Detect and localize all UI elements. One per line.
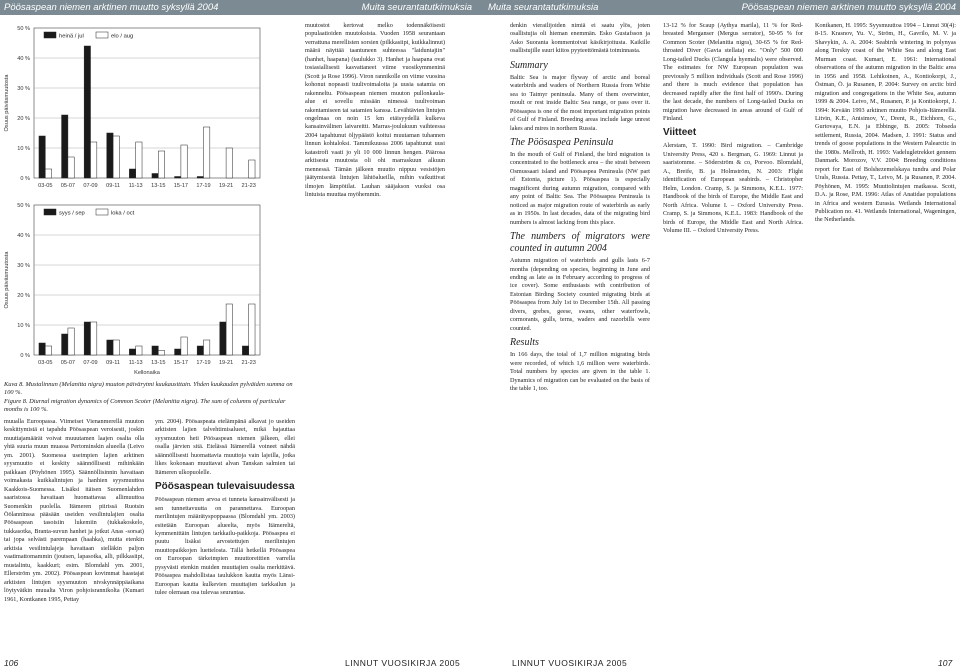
mid-column-text-1: muutostot kertovat melko todennäköisesti populaatioiden muutoksista. Vuoden 1958 seurantaan verrattuna merellisten sorsien (pilkkasiipi, kuikkalinnut) määrä näyttää taantuneen suhteessa "laiduntajiin" (hanhet, haapana) (taulukko 3). Hanhet ja haapana ovat tosiasiallisesti kasvattaneet viime vuosikymmeninä (Scott ja Rose 1996). Viron rannikolle on viime vuosina kohonut nopeasti tuulivoimaloita ja uusia satamia on rakenneltu. Pöösaspean niemen muuton pullonkaula-alue ei sovellu missään nimessä tuulivoiman rakentamiseen tai satamien kanssa. Levähtävien lintujen ongelmaa on noin 15 km etäisyydellä kulkeva kansainvälinen laivareitti. Marras-joulukuun vaihteessa 2004 tapahtunut öljypäästö koitui muutaman tuhannen linnun kohtaloksi. Tammikuussa 2006 tapahtunut uusi katastrofi vaati jo yli 10 000 linnun hengen. Päärosa arktisesta muutosta oli ohi marraskuun alkuun mennessä. Tämän jälkeen muutto nippuu vesistöjen jäätymisestä lintujen lähtöalueilla, mihin vaikuttivat ilmojen lämpötilat. Lauhan sääjakson vuoksi osa lintuista muuttaa myöhemmin.	[305, 22, 445, 199]
x-tick-label: 05-07	[60, 183, 76, 189]
bar	[158, 151, 164, 178]
bar	[129, 169, 135, 178]
legend-swatch	[44, 32, 56, 38]
peninsula-heading: The Pöösaspea Peninsula	[510, 136, 614, 148]
left-column-text-1: muualla Euroopassa. Viimeiset Vienanmerellä muuton keskittymistä ei tapahdu Pöösaspean veroisesti, joskin muuttajamäärät voivat muuutamen laajen osalta olla yhtä suuria muun muassa Pertominskin alueella (Leivo ym. 2001). Suomessa useimpien lajien arktinen syysmuutto ei keskity säännöllisesti mihinkään paikkaan (Pöyhönen 1995). Säännöllisinnin havaitaan voimakasta kuikkalintujen ja hanhien syysmuuttoa Kaakkois-Suomessa. Lisäksi itäisen Suomenlahden saaristossa havaitaan huomattavaa allimuuttoa Suomenkin puolella. Itämeren piirissä Ruotsin Öölanninssa pääsään useiden vesilintulajien osalta Pöösaspean tasoisiin lukemiin (tukkakoskelo, tukkasotka, Branta-suvun hanhet ja jotkut Anas -sorsat) tai jopa selvästi parempaan (haahka), mutta etenkin arktisia vesilintulajeja havaitaan sielläkin paljon vaatimattomammin (joutsen, lapasotka, alli, pilkkasiipi, mustalintu, kaakkuri; esim. Blomdahl ym. 2001, Ellerström ym. 2002). Pöösaspean kovimmat haastajat arktisten lintujen syysmuuton nivskynnäppäaikana löytyvätkin muualta Viron pohjoisrannikolta (Kumari 1961, Kontkanen 1995, Pettay	[4, 418, 144, 603]
references-heading: Viitteet	[663, 127, 697, 139]
bar	[113, 136, 119, 178]
page-number-right: 107	[938, 658, 953, 668]
legend-label: loka / oct	[111, 210, 135, 217]
x-tick-label: 15-17	[173, 360, 189, 366]
bar	[181, 337, 187, 355]
y-tick-label: 10 %	[17, 146, 30, 152]
bar	[249, 304, 255, 355]
legend-swatch	[96, 209, 108, 215]
x-tick-label: 09-11	[106, 183, 121, 189]
bar	[84, 322, 90, 355]
migration-charts	[0, 22, 300, 377]
figure-caption-fi: Kuva 8. Mustalinnun (Melanitta nigra) muuton päivärytmi kuukausittain. Yhden kuukauden pylväiden summa on 100 %.	[4, 381, 293, 396]
x-tick-label: 17-19	[196, 183, 211, 189]
footer-journal-left: LINNUT VUOSIKIRJA 2005	[345, 658, 461, 668]
x-tick-label: 03-05	[38, 183, 53, 189]
bar	[113, 340, 119, 355]
y-tick-label: 0 %	[20, 353, 30, 359]
x-axis-label: Kellonaika	[134, 370, 160, 376]
y-tick-label: 10 %	[17, 323, 30, 329]
numbers-heading: The numbers of migrators were counted in autumn 2004	[510, 231, 650, 255]
legend-label: syys / sep	[59, 210, 85, 217]
figure-caption-en: Figure 8. Diurnal migration dynamics of Common Scoter (Melanitta nigra). The sum of columns of particular months is 100 %.	[4, 398, 286, 413]
bar	[136, 346, 142, 355]
y-axis-label: Osuus päiväsmuutosta	[4, 74, 10, 132]
bar	[107, 340, 113, 355]
bar	[175, 177, 181, 179]
x-tick-label: 11-13	[128, 183, 143, 189]
x-tick-label: 13-15	[151, 183, 166, 189]
x-tick-label: 03-05	[38, 360, 53, 366]
legend-swatch	[96, 32, 108, 38]
bar	[197, 346, 203, 355]
bar	[158, 351, 164, 356]
summary-heading: Summary	[510, 59, 548, 71]
x-tick-label: 11-13	[128, 360, 143, 366]
x-tick-label: 13-15	[151, 360, 166, 366]
running-header-left: Pöösaspean niemen arktinen muutto syksyllä 2004	[0, 0, 300, 15]
page-number-left: 106	[4, 658, 19, 668]
bar	[242, 346, 248, 355]
results-heading: Results	[510, 337, 539, 349]
bar	[62, 115, 68, 178]
legend-label: heinä / jul	[59, 33, 84, 40]
bar	[68, 157, 74, 178]
x-tick-label: 15-17	[173, 183, 189, 189]
bar	[62, 334, 68, 355]
bar	[91, 142, 97, 178]
y-tick-label: 30 %	[17, 263, 30, 269]
bar	[197, 177, 203, 179]
x-tick-label: 09-11	[106, 360, 121, 366]
x-tick-label: 07-09	[83, 360, 98, 366]
bar	[152, 174, 158, 179]
x-tick-label: 19-21	[218, 360, 234, 366]
y-axis-label: Osuus päiväsmuutosta	[4, 251, 10, 309]
bar	[39, 136, 45, 178]
running-header-right: Pöösaspean niemen arktinen muutto syksyllä 2004	[660, 0, 960, 15]
x-tick-label: 17-19	[196, 360, 211, 366]
y-tick-label: 30 %	[17, 86, 30, 92]
left-column-text-2: ym. 2004). Pöösaspeata etelämpänä alkavat jo useiden arktisten lajien talvehtimisalueet, mikä hajauttaa syysmuuton heti Pöösaspean niemen jälkeen, ellei osalla järvien sitä. Etelässä Itämerellä voineet nähdä säännöllisesti huomattavia muuttoja vain lajeilla, jotka likes kokonaan muuttavat alvan Tanskan salmien tai Itämeren ulkopuolelle. Pöösaspean tulevaisuudessa Pöösaspean niemen arvoa ei tunneta kansainvälisesti ja sen tunnettavuutta on parannettava. Euroopan merilintujen määrätyspoppaassa (Blomdahl ym. 2003) esitetään Euroopan alueelta, myös Itämereltä, kymmenittäin lintujen tarkkailu-paikkoja. Pöösaspea ei puutu lisäksi arvostettujen merilintujen muuttopaikkojen luettelosta. Tällä hetkellä Pöösaspea on Euroopan tärkeimpien muuttoreittien varrella pysyvästi etenkin muiden muuttajien osalta merkittävä. Pöösaspea mahdollistaa taulukkon kautta myös Länsi-Euroopan kautta kulkevien muuttajien tarkkailun ja tulee olemaan osa tulevaa seurantaa.	[155, 418, 295, 597]
bar	[45, 169, 51, 178]
bar	[204, 340, 210, 355]
bar	[220, 322, 226, 355]
y-tick-label: 50 %	[17, 203, 30, 209]
bar	[68, 328, 74, 355]
bar	[107, 133, 113, 178]
bar	[129, 349, 135, 355]
running-header-center-left: Muita seurantatutkimuksia	[300, 0, 480, 15]
running-header-center-right: Muita seurantatutkimuksia	[480, 0, 660, 15]
y-tick-label: 40 %	[17, 233, 30, 239]
x-tick-label: 19-21	[218, 183, 234, 189]
right-column-text-1: 13-12 % for Scaup (Aythya marila), 11 % for Red-breasted Merganser (Mergus serrator), 50-95 % for Common Scoter (Melanitta nigra), 30-65 % for Red-throated Diver (Gavia stellata) etc. "Only" 500 000 Long-tailed Ducks (Clangula hyemalis) were observed. The estimates for NW European population was previously 5 million individuals (Scott and Rose 1996) and there is much evidence that population has decreased rapidly after the first half of 1990's. During the last decade, the numbers of Long-tailed Ducks on migration have decreased in areas around of Gulf of Finland. Viitteet Alerstam, T. 1990: Bird migration. – Cambridge University Press, 420 s. Bergman, G. 1969: Linnut ja saaristomme. – Söderström & co, Porvoo. Blomdahl, A., Breife, B. ja Holmström, N. 2003: Flight identification of European seabirds. – Christopher Helm, London. Cramp, S. ja Simmons, K.E.L. 1977: Handbook of the birds of Europe, the Middle East and North Africa. Volume I. – Oxford University Press. Cramp, S. ja Simmons, K.E.L. 1983: Handbook of the birds of Europe, the Middle East and North Africa. Volume III. – Oxford University Press.	[663, 22, 803, 234]
x-tick-label: 07-09	[83, 183, 98, 189]
bar	[175, 349, 181, 355]
bar	[226, 304, 232, 355]
x-tick-label: 05-07	[60, 360, 76, 366]
y-tick-label: 40 %	[17, 56, 30, 62]
footer-journal-right: LINNUT VUOSIKIRJA 2005	[512, 658, 628, 668]
bar	[226, 148, 232, 178]
section-heading-future: Pöösaspean tulevaisuudessa	[155, 481, 295, 493]
y-tick-label: 0 %	[20, 176, 30, 182]
bar	[181, 145, 187, 178]
bar	[91, 322, 97, 355]
legend-label: elo / aug	[111, 33, 134, 40]
bar	[39, 343, 45, 355]
bar	[136, 142, 142, 178]
bar	[204, 127, 210, 178]
y-tick-label: 20 %	[17, 116, 30, 122]
bar	[45, 346, 51, 355]
bar	[249, 160, 255, 178]
mid-column-text-2: denkin vierailijoiden nimiä ei saatu ylös, joten osallistujia oli hieman enemmän. Esko Gustafsson ja Asko Suoranta kommentoivat käsikirjoitusta. Kaikille osallistujille suuri kiitos pyyteettömästä toiminnasta. Summary Baltic Sea is major flyway of arctic and boreal waterbirds and waders of Northern Russia from White sea to Taimyr peninsula. Many of them overwinter, moult or rest inside Baltic Sea range, or pass over it. Pöösaspea is one of the most important migration points of Gulf of Finland. Breeding areas include large unrest lakes and mires in northern Russia. The Pöösaspea Peninsula In the mouth of Gulf of Finland, the bird migration is concentrated to the bottleneck area – the strait between Osmussaari island and Pöösaspea Peninsula (NW part of Estonia, picture 1). Pöösaspea is especially magnificent during autumn migration, compared with any point of Baltic Sea. The Pöösaspea Peninsula is noticed as major migration route of waterbirds as early as in 1950s. In last decades, data of the migrating bird numbers is almost lacking from this place. The numbers of migrators were counted in autumn 2004 Autumn migration of waterbirds and gulls lasts 6-7 months (depending on species, beginning in June and ending as late as in February according to progress of ice cover). Some enthusiasts with contribution of Estonian Birding Society counted migrating birds at Pöösaspea from July 1st to December 15th. All passing divers, grebes, geese, swans, other waterfowls, cormorants, gulls, terns, waders and razorbills were counted. Results In 166 days, the total of 1,7 million migrating birds were recorded, of which 1,6 million were waterbirds. Total numbers by species are given in the table 1. Dynamics of migration can be evaluated on the basis of the table 1, too.	[510, 22, 650, 392]
y-tick-label: 20 %	[17, 293, 30, 299]
x-tick-label: 21-23	[241, 360, 256, 366]
y-tick-label: 50 %	[17, 26, 30, 32]
right-column-text-2: Kontkanen, H. 1995: Syysmuuttoa 1994 – Linnut 30(4): 8-15. Krasnov, Yu. V., Ström, H., Gavrilo, M. V. ja Shavykin, A. A. 2004: Seabirds wintering in polynyas along Terskiy coast of the White Sea and along East Murman coast. Kumari, E. 1961: International observations of the autumn migration in the Baltic area in 1956 and 1958. Lehikoinen, A., Kontiokorpi, J., Östman, Ö. ja Rusanen, P. 2004: Survey on arctic bird migration and congregations in the White Sea, autumn 1999 & 2004. Leivo, M., Rusanen, P. ja Kontiokorpi, J. 1994: Kevään 1993 arktinen muutto Pohjois-Itämerellä. Litvin, K.E., Anisimov, Y., Drent, R., Eichhorn, G., Gurtovaya, E.N. ja Ebbinge, B. 2005: Tobsedа settlement, Russia, 2004. Madsen, J. 1991: Status and trends of goose populations in the Western Palearctic in the 1980s. Mellroth, H. 1993: Vadelugletrekket gennem Danmark. Morozov, V.V. 2004: Breeding conditions report for East of Bolshezemelskaya tundra and Polar Urals, Russia. Pettay, T., Leivo, M. ja Rusanen, P. 2004. Pöyhönen, M. 1995: Muuttolintujen matkassa. Scott, D.A. ja Rose, P.M. 1996: Atlas of Anatidae populations in Africa and western Eurasia. Wetlands International Publication no. 41. Wetlands International, Wageningen, the Netherlands.	[815, 22, 956, 224]
bar	[84, 46, 90, 178]
x-tick-label: 21-23	[241, 183, 256, 189]
legend-swatch	[44, 209, 56, 215]
bar	[152, 346, 158, 355]
